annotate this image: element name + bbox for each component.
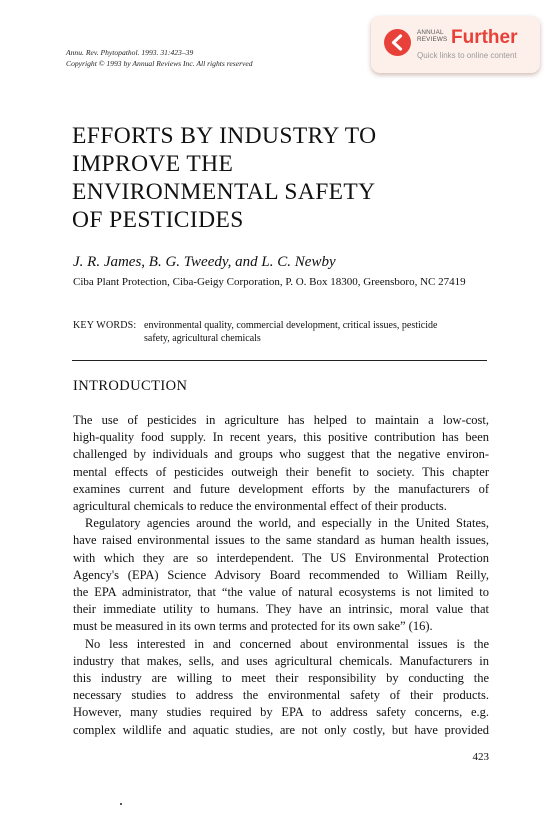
journal-citation (66, 48, 253, 69)
title-line: OF PESTICIDES (72, 207, 244, 233)
body-line: must be measured in its own terms and protected for its own sake” (16). (73, 619, 433, 634)
body-line: No less interested in and concerned about environmental issues is the (85, 636, 489, 651)
annual-reviews-further-badge[interactable] (371, 16, 540, 73)
body-line: Agency's (EPA) Science Advisory Board recommended to William Reilly, (73, 567, 489, 582)
brand-line-annual: ANNUAL (417, 29, 444, 36)
body-line: examines current and future development efforts by the manufacturers of (73, 481, 489, 496)
body-line: high-quality food supply. In recent years, this positive contribution has been (73, 430, 489, 445)
section-heading: INTRODUCTION (73, 378, 188, 394)
body-line: agricultural chemicals to reduce the environmental effect of their products. (73, 499, 447, 514)
brand-line-reviews: REVIEWS (417, 36, 448, 43)
section-divider (72, 360, 487, 361)
authors: J. R. James, B. G. Tweedy, and L. C. Newby (73, 254, 336, 270)
quick-links-label: Quick links to online content (417, 51, 517, 60)
body-line: the EPA administrator, that “the value of natural ecosystems is not limited to (73, 585, 489, 600)
body-line: industry that makes, sells, and uses agricultural chemicals. Manufacturers in (73, 653, 489, 668)
citation-line: Annu. Rev. Phytopathol. 1993. 31:423–39 (66, 48, 194, 57)
body-line: However, many studies required by EPA to address safety concerns, e.g. (73, 705, 489, 720)
back-arrow-icon (384, 29, 411, 56)
body-line: necessary studies to address the environmental safety of their products. (73, 688, 489, 703)
copyright-line: Copyright © 1993 by Annual Reviews Inc. All rights reserved (66, 58, 253, 68)
body-line: Regulatory agencies around the world, and especially in the United States, (85, 516, 489, 531)
keywords-block (73, 320, 493, 345)
title-line: ENVIRONMENTAL SAFETY (72, 179, 376, 205)
scan-speck (120, 803, 122, 805)
article-title (72, 122, 376, 234)
affiliation: Ciba Plant Protection, Ciba-Geigy Corporation, P. O. Box 18300, Greensboro, NC 27419 (73, 276, 466, 288)
annual-reviews-logo-text (417, 29, 447, 43)
body-line: with which they are so interdependent. The US Environmental Protection (73, 550, 489, 565)
further-label: Further (451, 27, 518, 48)
body-line: The use of pesticides in agriculture has helped to maintain a low-cost, (73, 413, 489, 427)
body-line: complex wildlife and aquatic studies, are not only costly, but have provided (73, 722, 489, 737)
title-line: EFFORTS BY INDUSTRY TO (72, 123, 377, 149)
body-line: have raised environmental issues to the same standard as human health issues, (73, 533, 489, 548)
body-line: their immediate utility to humans. They have an intrinsic, moral value that (73, 602, 489, 617)
body-line: this industry are willing to meet their responsibility by conducting the (73, 671, 489, 686)
page-number: 423 (472, 751, 489, 763)
body-line: mental effects of pesticides outweigh their benefit to society. This chapter (73, 464, 489, 479)
keywords-label: KEY WORDS: (73, 320, 137, 331)
title-line: IMPROVE THE (72, 151, 234, 177)
keywords-list: environmental quality, commercial development, critical issues, pesticide safety, agricultural chemicals (144, 320, 438, 344)
body-text (73, 412, 489, 739)
body-line: challenged by individuals and groups who suggest that the negative environ- (73, 447, 489, 462)
